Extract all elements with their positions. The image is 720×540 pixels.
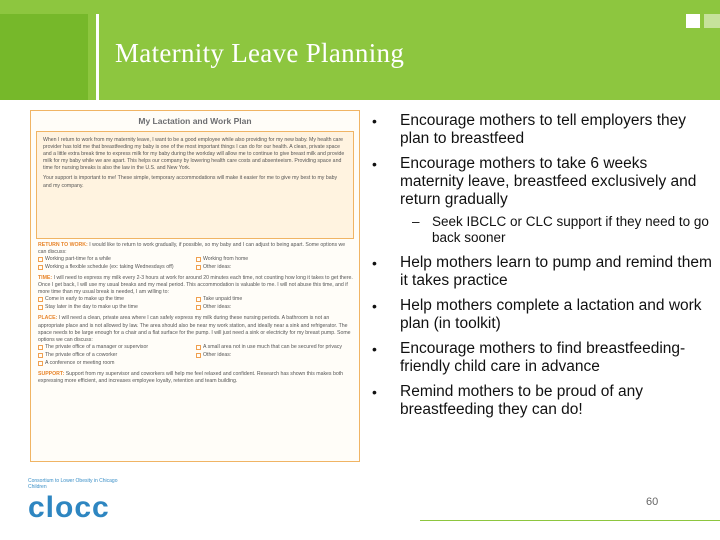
plan-section-support [38, 371, 354, 385]
option-empty [196, 360, 354, 368]
checkbox-icon [196, 265, 201, 270]
bullet-dot-icon: • [372, 156, 377, 172]
option-row [38, 304, 354, 312]
dash-icon: – [412, 214, 420, 229]
option-label: Working a flexible schedule (ex: taking Wednesdays off) [45, 264, 174, 271]
title-accent-block [0, 14, 88, 100]
plan-section-place [38, 315, 354, 367]
bullet-dot-icon: • [372, 341, 377, 357]
bullet-item [372, 383, 712, 419]
slide-title: Maternity Leave Planning [115, 38, 405, 68]
option-label: Working part-time for a while [45, 256, 111, 263]
option-label: Other ideas: [203, 351, 232, 358]
bullet-text: Encourage mothers to take 6 weeks maternity leave, breastfeed exclusively and return gradually [400, 155, 697, 208]
bullet-dot-icon: • [372, 384, 377, 400]
option [38, 360, 196, 368]
checkbox-icon [196, 257, 201, 262]
bullet-item [372, 297, 712, 333]
plan-intro-box [36, 131, 354, 239]
checkbox-icon [38, 353, 43, 358]
checkbox-icon [196, 305, 201, 310]
sub-bullet-item [372, 214, 712, 246]
checkbox-icon [38, 265, 43, 270]
option [196, 256, 354, 264]
footer-rule [420, 520, 720, 521]
title-decoration-square [686, 14, 700, 28]
option-label: A small area not in use much that can be secured for privacy [203, 343, 342, 350]
option-row [38, 352, 354, 360]
plan-section-return [38, 242, 354, 272]
option-label: The private office of a coworker [45, 351, 118, 358]
section-text: I will need to express my milk every 2-3 hours at work for around 20 minutes each time, not counting how long it takes to get there. Once I get back, I will use my usual breaks and my meal period. This accommodation is valuable to me. I will not abuse this time, and if more time than my usual break is needed, I am willing to: [38, 275, 353, 296]
option-label: Come in early to make up the time [45, 296, 125, 303]
section-heading: RETURN TO WORK: [38, 242, 88, 248]
plan-section-time [38, 275, 354, 312]
plan-body [38, 242, 354, 388]
title-underline [96, 100, 720, 102]
option [196, 304, 354, 312]
checkbox-icon [38, 345, 43, 350]
plan-intro-paragraph: When I return to work from my maternity leave, I want to be a good employee while also providing for my new baby. My health care provider has told me that breastfeeding my baby is one of the most important things I can do for our health. A clean, private space and a little extra break time to express milk for my baby during the workday will allow me to continue to give breast milk and provide milk for my baby while we are apart. This helps our company by lowering health care costs and absenteeism. Providing space and time for nursing breaks is also the law in the U.S. and New York. [43, 137, 345, 172]
logo-tagline: Consortium to Lower Obesity in Chicago Children [28, 478, 118, 490]
bullet-dot-icon: • [372, 298, 377, 314]
option-label: The private office of a manager or supervisor [45, 343, 149, 350]
bullet-text: Remind mothers to be proud of any breastfeeding they can do! [400, 383, 643, 418]
title-separator [96, 14, 99, 100]
option [38, 296, 196, 304]
option [196, 264, 354, 272]
lactation-work-plan-document [30, 110, 360, 462]
bullet-text: Help mothers complete a lactation and work plan (in toolkit) [400, 297, 702, 332]
option-row [38, 256, 354, 264]
bullet-dot-icon: • [372, 113, 377, 129]
title-decoration-square-light [704, 14, 720, 28]
bullet-dot-icon: • [372, 255, 377, 271]
bullet-text: Help mothers learn to pump and remind them it takes practice [400, 254, 712, 289]
section-heading: SUPPORT: [38, 370, 65, 377]
option-label: Take unpaid time [203, 296, 243, 303]
clocc-logo [28, 478, 148, 534]
bullet-list [372, 112, 712, 426]
option [38, 256, 196, 264]
section-heading: PLACE: [38, 315, 58, 322]
bullet-item [372, 155, 712, 209]
option-row [38, 296, 354, 304]
option [38, 344, 196, 352]
checkbox-icon [196, 345, 201, 350]
section-text: I will need a clean, private area where I can safely express my milk during these nursing periods. A bathroom is not an appropriate place and is not allowed by law. The area should also be near my work station, and ideally near a sink and refrigerator. The space needs to be large enough for a chair and a flat surface for the pump. I will just need a sink or electricity for my breast pump. Some options we can discuss: [38, 315, 351, 343]
checkbox-icon [196, 297, 201, 302]
section-text: I would like to return to work gradually, if possible, so my baby and I can adjust to being apart. Some options we can discuss: [38, 242, 346, 256]
checkbox-icon [38, 305, 43, 310]
option [38, 264, 196, 272]
option-label: Working from home [203, 256, 249, 263]
plan-title: My Lactation and Work Plan [138, 116, 252, 126]
option-label: Other ideas: [203, 264, 232, 271]
checkbox-icon [38, 361, 43, 366]
bullet-item [372, 254, 712, 290]
bullet-text: Encourage mothers to find breastfeeding-friendly child care in advance [400, 340, 686, 375]
page-number: 60 [646, 496, 659, 508]
option-label: A conference or meeting room [45, 359, 115, 366]
section-heading: TIME: [38, 275, 53, 282]
option-row [38, 344, 354, 352]
option-label: Other ideas: [203, 304, 232, 311]
sub-bullet-text: Seek IBCLC or CLC support if they need to go back sooner [432, 214, 709, 245]
bullet-item [372, 340, 712, 376]
checkbox-icon [196, 353, 201, 358]
option [196, 352, 354, 360]
option-row [38, 264, 354, 272]
checkbox-icon [38, 297, 43, 302]
section-text: Support from my supervisor and coworkers will help me feel relaxed and confident. Research has shown this makes both expressing more efficient, and increases employee loyalty, retention and team building. [38, 370, 344, 384]
option [196, 296, 354, 304]
bullet-item [372, 112, 712, 148]
option-row [38, 360, 354, 368]
option [38, 304, 196, 312]
plan-intro-paragraph: Your support is important to me! These simple, temporary accommodations will make it easier for me to give my best to my baby and my company. [43, 175, 338, 189]
option [196, 344, 354, 352]
logo-mark: clocc [28, 491, 110, 524]
option-label: Stay later in the day to make up the time [45, 304, 138, 311]
bullet-text: Encourage mothers to tell employers they plan to breastfeed [400, 112, 687, 147]
option [38, 352, 196, 360]
checkbox-icon [38, 257, 43, 262]
